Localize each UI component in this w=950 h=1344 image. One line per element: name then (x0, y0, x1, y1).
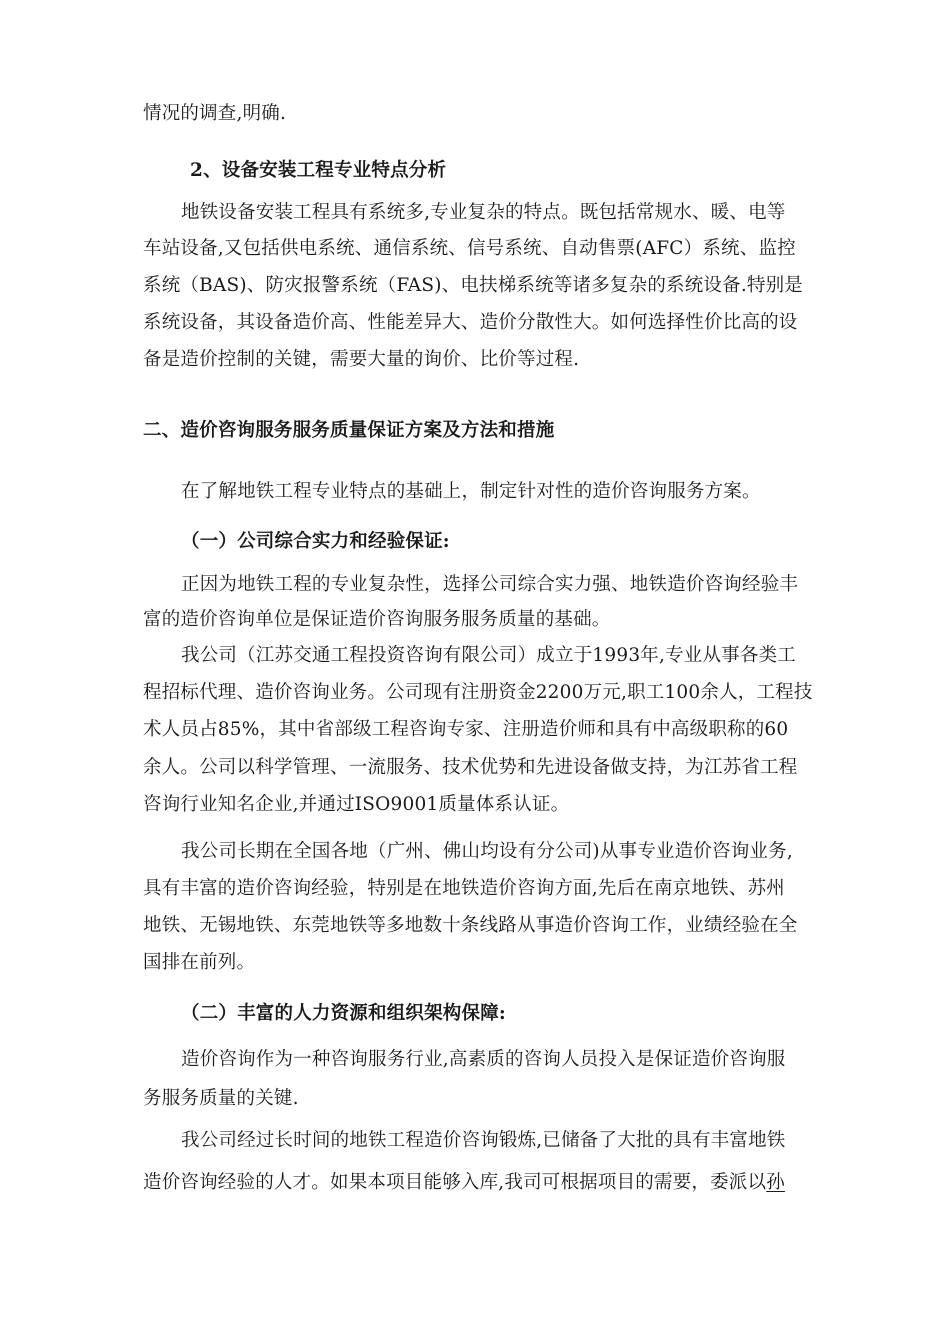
paragraph-line: 程招标代理、造价咨询业务。公司现有注册资金2200万元,职工100余人，工程技 (143, 682, 813, 703)
subsection-heading: （二）丰富的人力资源和组织架构保障: (181, 1003, 506, 1024)
paragraph-line: 情况的调查,明确. (143, 103, 287, 124)
paragraph-line: 我公司（江苏交通工程投资咨询有限公司）成立于1993年,专业从事各类工 (181, 645, 796, 666)
paragraph-line: 我公司长期在全国各地（广州、佛山均设有分公司)从事专业造价咨询业务, (181, 841, 793, 862)
paragraph-line: 务服务质量的关键. (143, 1088, 299, 1109)
paragraph-line: 余人。公司以科学管理、一流服务、技术优势和先进设备做支持，为江苏省工程 (143, 757, 798, 778)
paragraph-line (143, 1171, 785, 1195)
paragraph-line: 系统（BAS)、防灾报警系统（FAS)、电扶梯系统等诸多复杂的系统设备.特别是 (143, 275, 804, 296)
paragraph-line: 具有丰富的造价咨询经验，特别是在地铁造价咨询方面,先后在南京地铁、苏州 (143, 878, 785, 899)
paragraph-line: 地铁、无锡地铁、东莞地铁等多地数十条线路从事造价咨询工作，业绩经验在全 (143, 915, 798, 936)
chapter-heading: 二、造价咨询服务服务质量保证方案及方法和措施 (143, 420, 555, 441)
paragraph-line: 正因为地铁工程的专业复杂性，选择公司综合实力强、地铁造价咨询经验丰 (181, 574, 799, 595)
subsection-heading: （一）公司综合实力和经验保证: (181, 531, 450, 552)
paragraph-line: 车站设备,又包括供电系统、通信系统、信号系统、自动售票(AFC）系统、监控 (143, 238, 796, 259)
paragraph-line: 备是造价控制的关键，需要大量的询价、比价等过程. (143, 349, 580, 370)
underlined-text: 孙 (766, 1172, 785, 1193)
paragraph-line: 富的造价咨询单位是保证造价咨询服务服务质量的基础。 (143, 609, 611, 630)
paragraph-line: 在了解地铁工程专业特点的基础上，制定针对性的造价咨询服务方案。 (181, 481, 761, 502)
paragraph-line: 地铁设备安装工程具有系统多,专业复杂的特点。既包括常规水、暖、电等 (181, 202, 786, 223)
paragraph-line: 咨询行业知名企业,并通过ISO9001质量体系认证。 (143, 794, 570, 815)
paragraph-line: 术人员占85%，其中省部级工程咨询专家、注册造价师和具有中高级职称的60 (143, 719, 789, 740)
section-heading: 2、设备安装工程专业特点分析 (190, 160, 447, 181)
paragraph-line: 造价咨询作为一种咨询服务行业,高素质的咨询人员投入是保证造价咨询服 (181, 1049, 786, 1070)
paragraph-text: 造价咨询经验的人才。如果本项目能够入库,我司可根据项目的需要，委派以 (143, 1172, 767, 1193)
paragraph-line: 我公司经过长时间的地铁工程造价咨询锻炼,已储备了大批的具有丰富地铁 (181, 1130, 786, 1151)
paragraph-line: 国排在前列。 (143, 952, 256, 973)
paragraph-line: 系统设备，其设备造价高、性能差异大、造价分散性大。如何选择性价比高的设 (143, 312, 798, 333)
